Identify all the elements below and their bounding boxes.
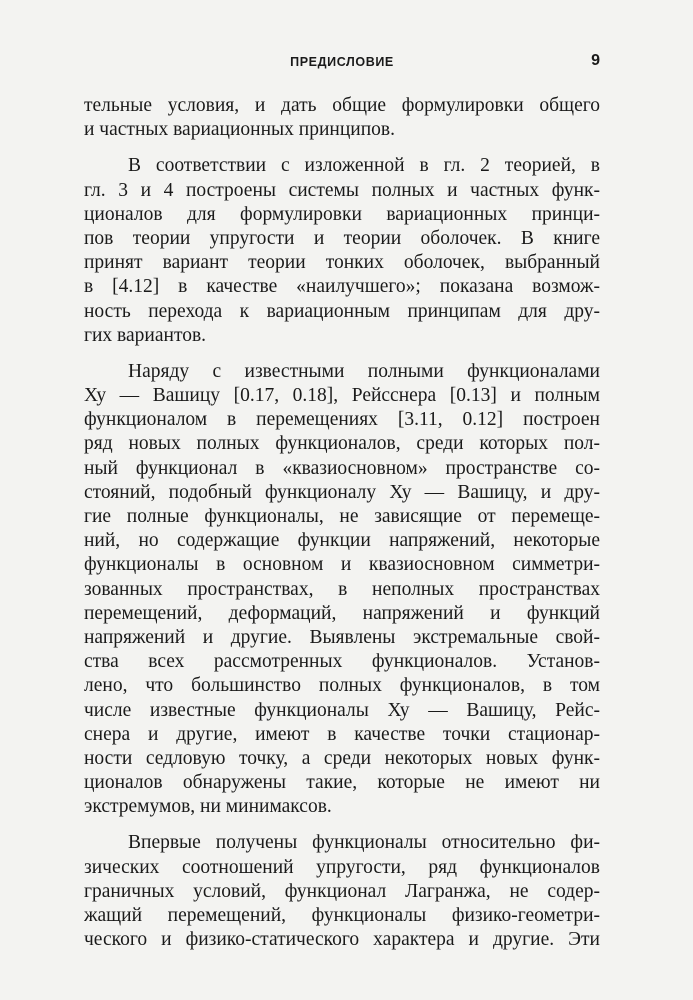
text-line: ряд новых полных функционалов, среди которых пол- (84, 433, 600, 455)
text-line: Впервые получены функционалы относительно фи- (128, 832, 600, 854)
text-line: ности седловую точку, а среди некоторых новых функ- (84, 747, 600, 769)
text-line: гие полные функционалы, не зависящие от перемеще- (84, 506, 600, 527)
text-line: принят вариант теории тонких оболочек, выбранный (84, 252, 600, 274)
text-line: Наряду с известными полными функционалами (128, 360, 600, 382)
text-line: снера и другие, имеют в качестве точки стационар- (84, 723, 600, 745)
text-line: и частных вариационных принципов. (84, 119, 395, 141)
text-line: экстремумов, ни минимаксов. (84, 796, 332, 818)
text-line: в [4.12] в качестве «наилучшего»; показана возмож- (84, 276, 600, 298)
body-text (84, 94, 600, 952)
text-line: зованных пространствах, в неполных пространствах (84, 578, 600, 600)
text-line: пов теории упругости и теории оболочек. В книге (84, 227, 600, 249)
text-line: ционалов обнаружены такие, которые не имеют ни (84, 772, 600, 794)
page-number: 9 (591, 52, 600, 69)
text-line: функционалы в основном и квазиосновном симметри- (84, 554, 600, 576)
text-line: ный функционал в «квазиосновном» пространстве со- (84, 457, 600, 479)
running-title: ПРЕДИСЛОВИЕ (290, 55, 394, 69)
text-line: функционалом в перемещениях [3.11, 0.12] построен (84, 409, 600, 431)
text-line: гл. 3 и 4 построены системы полных и частных функ- (84, 179, 600, 201)
text-line: ность перехода к вариационным принципам для дру- (84, 300, 600, 322)
text-line: ства всех рассмотренных функционалов. Установ- (84, 651, 600, 673)
text-line: граничных условий, функционал Лагранжа, не содер- (84, 880, 600, 902)
text-line: ний, но содержащие функции напряжений, некоторые (84, 530, 600, 552)
text-line: ческого и физико-статического характера и другие. Эти (84, 929, 600, 951)
text-line: зических соотношений упругости, ряд функционалов (84, 856, 600, 878)
text-line: жащий перемещений, функционалы физико-геометри- (84, 905, 600, 926)
text-line: ционалов для формулировки вариационных принци- (84, 203, 600, 225)
text-line: лено, что большинство полных функционалов, в том (84, 675, 600, 697)
text-line: В соответствии с изложенной в гл. 2 теорией, в (128, 155, 600, 177)
text-line: тельные условия, и дать общие формулировки общего (84, 95, 600, 116)
text-line: напряжений и другие. Выявлены экстремальные свой- (84, 626, 600, 648)
text-line: числе известные функционалы Ху — Вашицу, Рейс- (84, 699, 600, 721)
text-line: стояний, подобный функционалу Ху — Вашицу, и дру- (84, 481, 600, 503)
text-line: гих вариантов. (84, 324, 207, 346)
text-line: Ху — Вашицу [0.17, 0.18], Рейсснера [0.13] и полным (84, 385, 600, 407)
text-line: перемещений, деформаций, напряжений и функций (84, 602, 600, 624)
running-head (84, 52, 600, 72)
